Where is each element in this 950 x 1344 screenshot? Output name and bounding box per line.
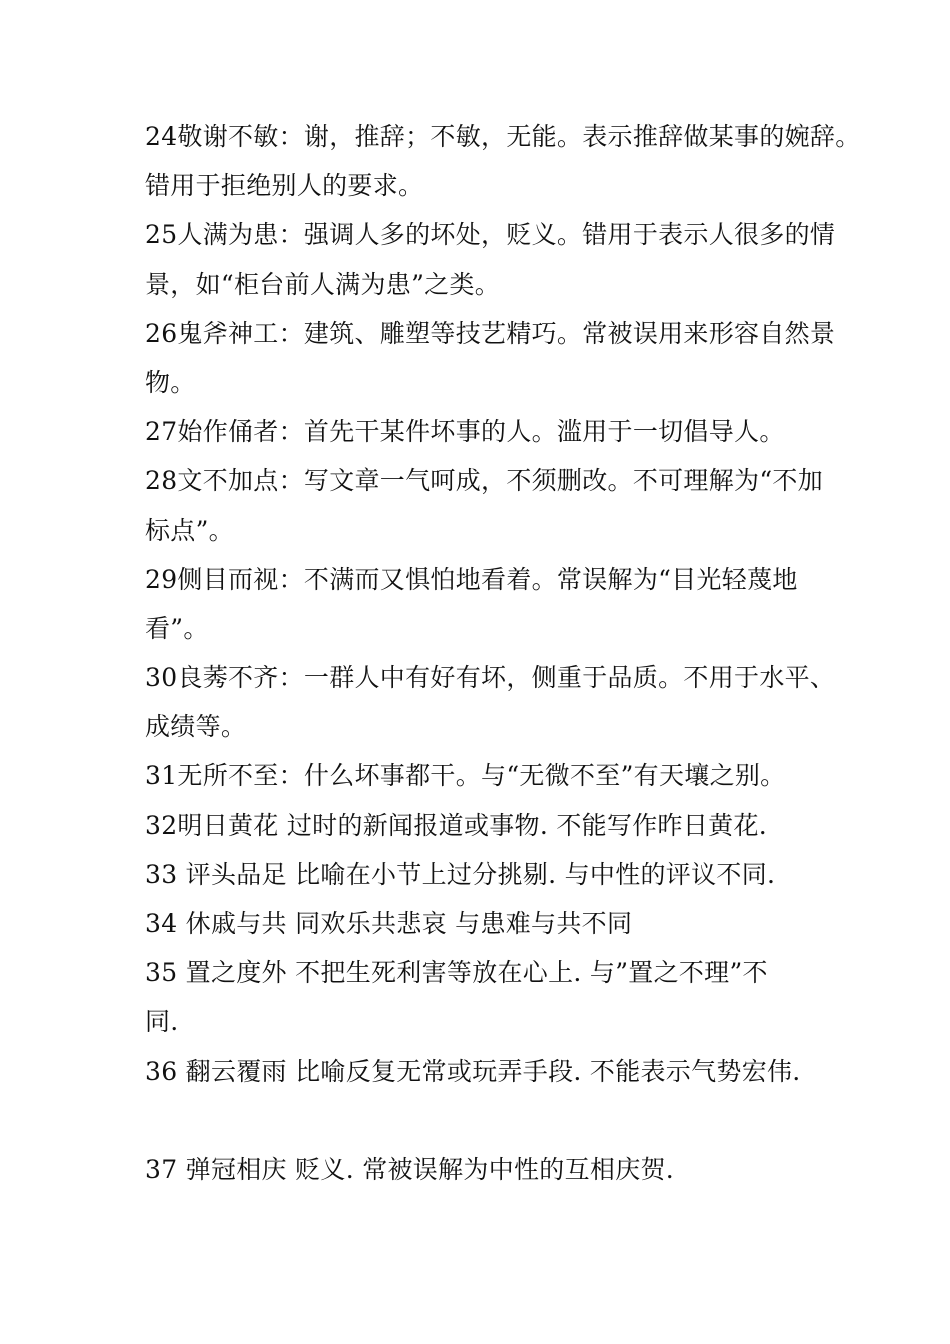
- text-line: 景，如“柜台前人满为患”之类。: [145, 269, 501, 299]
- blank-line: [145, 1096, 815, 1145]
- text-line: 32明日黄花 过时的新闻报道或事物. 不能写作昨日黄花.: [145, 810, 768, 840]
- text-line: 27始作俑者：首先干某件坏事的人。滥用于一切倡导人。: [145, 417, 785, 447]
- document-body: [145, 112, 861, 1194]
- text-line: 30良莠不齐：一群人中有好有坏，侧重于品质。不用于水平、: [145, 663, 836, 693]
- text-line: 34 休戚与共 同欢乐共悲哀 与患难与共不同: [145, 909, 633, 938]
- text-line: 36 翻云覆雨 比喻反复无常或玩弄手段. 不能表示气势宏伟.: [145, 1056, 801, 1086]
- text-line: 成绩等。: [145, 712, 247, 742]
- text-line: 33 评头品足 比喻在小节上过分挑剔. 与中性的评议不同.: [145, 859, 776, 889]
- text-line: 同.: [145, 1007, 179, 1037]
- text-line: 25人满为患：强调人多的坏处，贬义。错用于表示人很多的情: [145, 220, 836, 250]
- text-line: 24敬谢不敏：谢，推辞；不敏，无能。表示推辞做某事的婉辞。: [145, 122, 861, 151]
- text-line: 物。: [145, 367, 196, 397]
- text-line: 28文不加点：写文章一气呵成，不须删改。不可理解为“不加: [145, 466, 823, 496]
- text-line: 37 弹冠相庆 贬义. 常被误解为中性的互相庆贺.: [145, 1154, 675, 1184]
- text-line: 35 置之度外 不把生死利害等放在心上. 与”置之不理”不: [145, 958, 768, 988]
- text-line: 看”。: [145, 613, 209, 643]
- text-line: 31无所不至：什么坏事都干。与“无微不至”有天壤之别。: [145, 761, 786, 791]
- text-line: 错用于拒绝别人的要求。: [145, 171, 424, 201]
- text-line: 26鬼斧神工：建筑、雕塑等技艺精巧。常被误用来形容自然景: [145, 318, 836, 348]
- text-line: 标点”。: [145, 515, 234, 545]
- text-line: 29侧目而视：不满而又惧怕地看着。常误解为“目光轻蔑地: [145, 564, 798, 594]
